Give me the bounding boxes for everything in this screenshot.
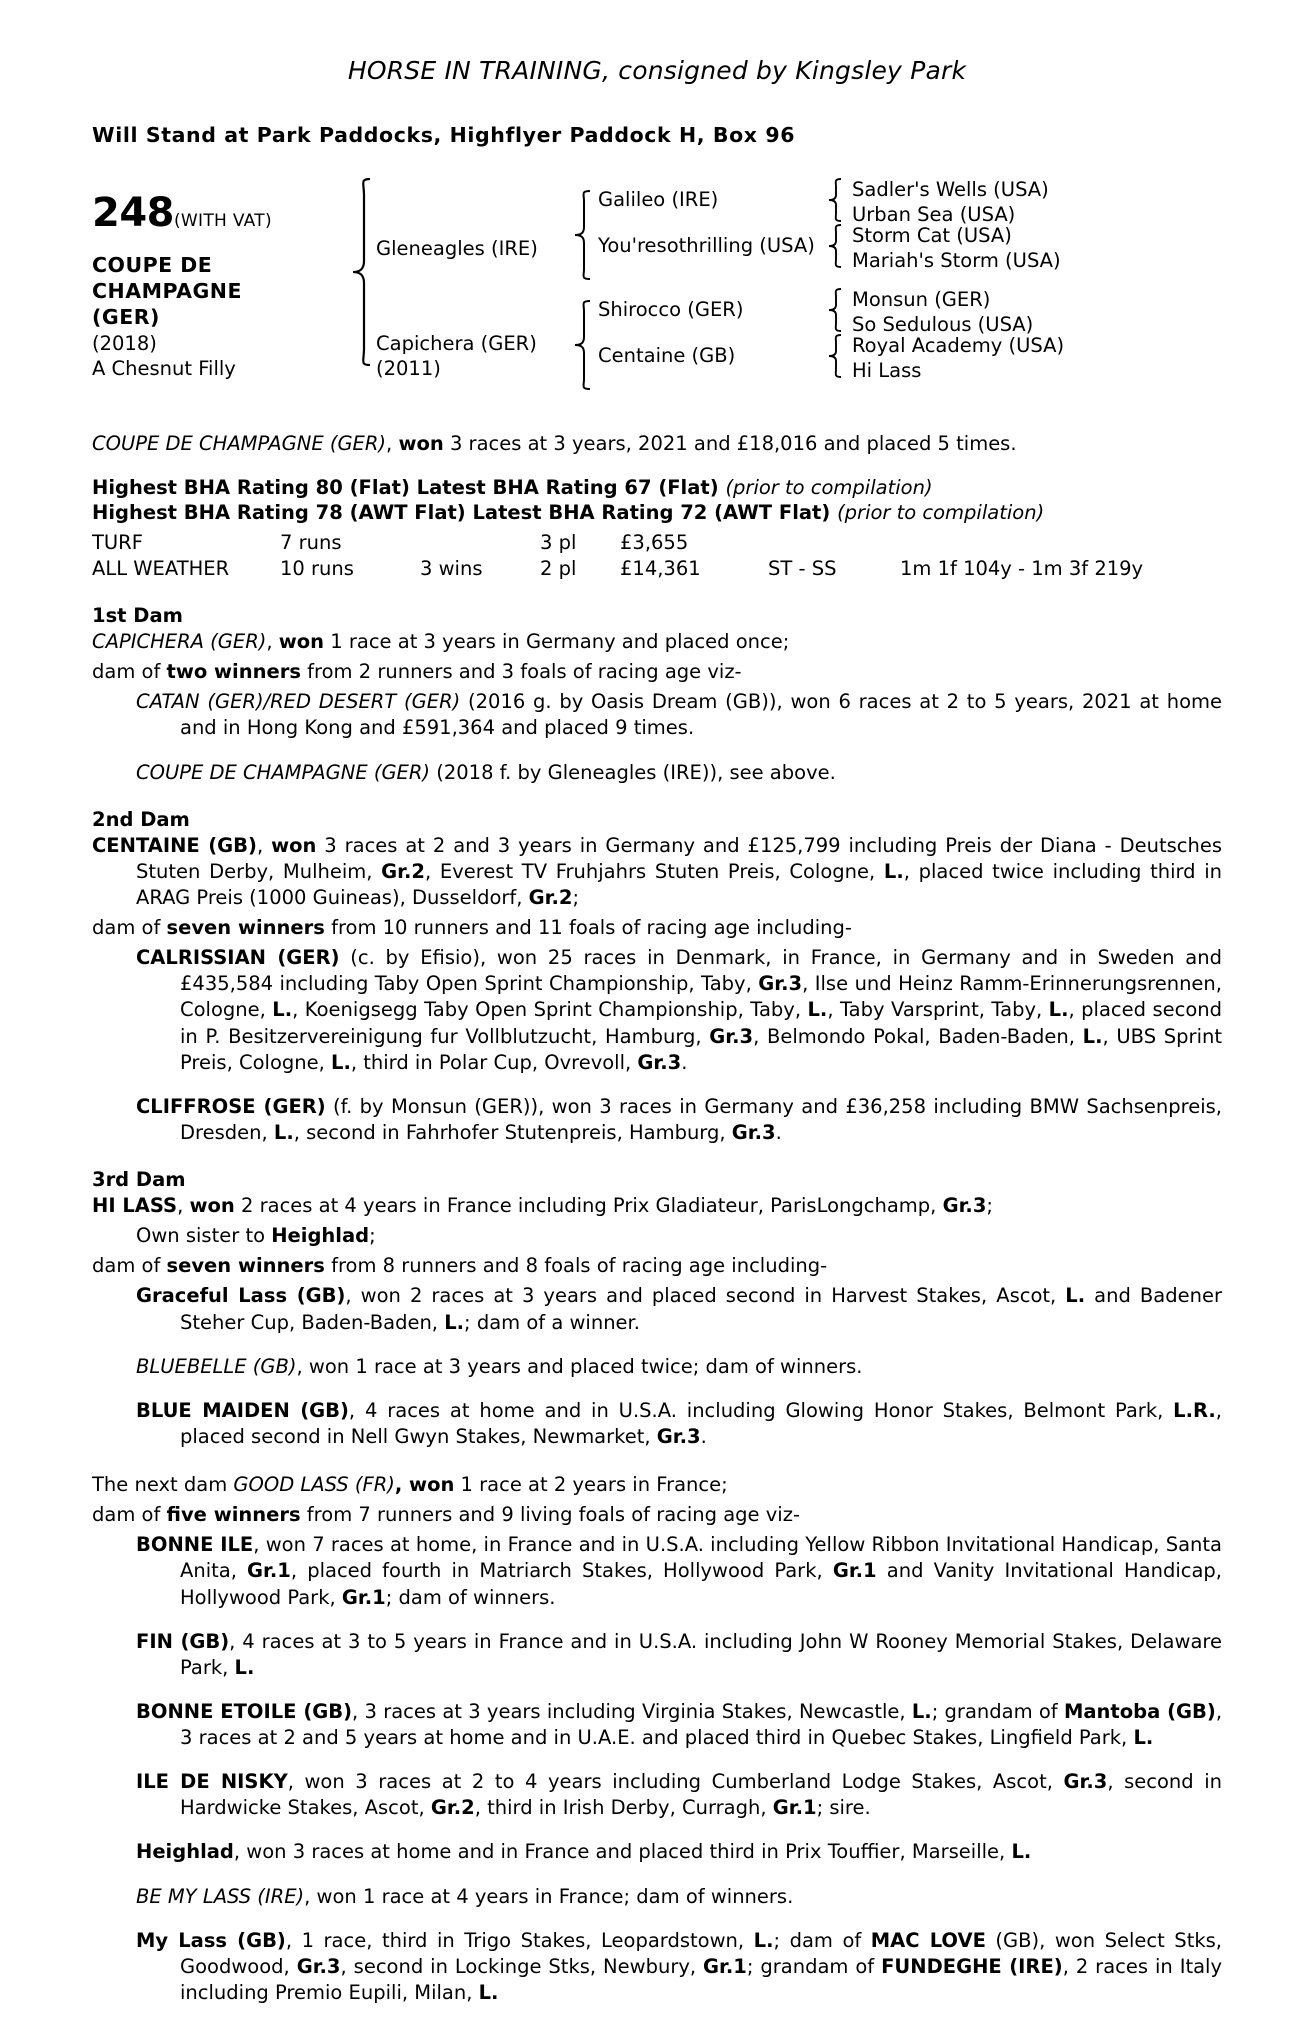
horse-summary-text: 3 races at 3 years, 2021 and £18,016 and placed 5 times. <box>443 432 1017 455</box>
third-dam-text: 2 races at 4 years in France including Prix Gladiateur, ParisLongchamp, Gr.3; <box>234 1194 993 1218</box>
horse-description: A Chesnut Filly <box>92 356 236 380</box>
progeny-name: COUPE DE CHAMPAGNE (GER) <box>136 760 431 784</box>
next-dam-pre: The next dam <box>92 1473 234 1497</box>
list-item <box>92 1283 1222 1335</box>
lot-vat-note: (WITH VAT) <box>174 211 272 231</box>
bha-rating-awt <box>92 500 1222 525</box>
progeny-text: (2016 g. by Oasis Dream (GB)), won 6 races at 2 to 5 years, 2021 at home and in Hong Kong and £591,364 and placed 9 times. <box>180 690 1223 740</box>
pedigree-generation-4 <box>852 177 1092 383</box>
progeny-text: , 4 races at 3 to 5 years in France and in U.S.A. including John W Rooney Memorial Stakes, Delaware Park, L. <box>180 1629 1222 1679</box>
first-dam-text: 1 race at 3 years in Germany and placed once; <box>324 630 790 654</box>
stand-location-line: Will Stand at Park Paddocks, Highflyer Paddock H, Box 96 <box>92 123 796 147</box>
second-dam-text: 3 races at 2 and 3 years in Germany and £125,799 including Preis der Diana - Deutsches Stuten Derby, Mulheim, Gr.2, Everest TV Fruhjahrs Stuten Preis, Cologne, L., placed twice including third in ARAG Preis (1000 Guineas), Dusseldorf, Gr.2; <box>136 833 1222 909</box>
table-row <box>92 556 1222 582</box>
list-item <box>92 1629 1222 1681</box>
dam-year: (2011) <box>376 357 441 381</box>
bha-rating-flat-bold: Highest BHA Rating 80 (Flat) Latest BHA Rating 67 (Flat) <box>92 476 726 500</box>
progeny-text: (2018 f. by Gleneagles (IRE)), see above. <box>430 760 836 784</box>
sire-dam-name: You'resothrilling (USA) <box>598 234 815 258</box>
pedigree-diagram <box>92 177 1222 391</box>
third-dam-line: HI LASS, won 2 races at 4 years in France including Prix Gladiateur, ParisLongchamp, Gr.3; <box>92 1194 993 1218</box>
third-dam-progeny-intro <box>92 1253 1222 1279</box>
list-item <box>92 760 1222 786</box>
progeny-name: CATAN (GER)/RED DESERT (GER) <box>136 690 461 714</box>
third-dam-damof-rest: from 8 runners and 8 foals of racing age including- <box>324 1254 828 1278</box>
third-dam-damof-pre: dam of <box>92 1254 167 1278</box>
first-dam-progeny-intro <box>92 659 1222 685</box>
second-dam-name: CENTAINE (GB) <box>92 833 257 857</box>
list-item <box>92 1532 1222 1610</box>
next-dam-name: GOOD LASS (FR) <box>233 1473 395 1497</box>
horse-summary-name: COUPE DE CHAMPAGNE (GER) <box>92 432 387 455</box>
gen4-name-7: Royal Academy (USA) <box>852 334 1065 357</box>
pedigree-generation-2 <box>376 177 572 382</box>
section-heading-1st-dam: 1st Dam <box>92 604 183 628</box>
progeny-name: ILE DE NISKY <box>136 1770 288 1794</box>
next-dam-intro <box>92 1472 1222 1498</box>
runs-count: 10 runs <box>280 556 354 580</box>
progeny-text: , won 3 races at 2 to 4 years including Cumberland Lodge Stakes, Ascot, Gr.3, second in Hardwicke Stakes, Ascot, Gr.2, third in Irish Derby, Curragh, Gr.1; sire. <box>180 1770 1223 1820</box>
second-dam-line: CENTAINE (GB), won 3 races at 2 and 3 years in Germany and £125,799 including Preis der Diana - Deutsches Stuten Derby, Mulheim, Gr.2, Everest TV Fruhjahrs Stuten Preis, Cologne, L., placed twice including third in ARAG Preis (1000 Guineas), Dusseldorf, Gr.2; <box>92 833 1222 909</box>
third-dam-name: HI LASS <box>92 1194 178 1218</box>
first-dam-damof-rest: from 2 runners and 3 foals of racing age viz- <box>300 660 742 684</box>
progeny-name: FIN (GB) <box>136 1629 230 1653</box>
third-dam-won: won <box>189 1194 235 1218</box>
first-dam-line: CAPICHERA (GER), won 1 race at 3 years in Germany and placed once; <box>92 630 790 654</box>
dam-sire-name: Shirocco (GER) <box>598 298 744 322</box>
horse-name-line1: COUPE DE <box>92 252 213 277</box>
next-dam-progeny-intro <box>92 1502 1222 1528</box>
bha-rating-awt-note: (prior to compilation) <box>837 501 1045 525</box>
own-sister-pre: Own sister to <box>136 1224 272 1248</box>
runs-wins <box>420 530 540 556</box>
progeny-text: , won 1 race at 4 years in France; dam of winners. <box>304 1884 794 1908</box>
section-heading-3rd-dam: 3rd Dam <box>92 1168 186 1192</box>
progeny-name: CALRISSIAN (GER) <box>136 946 340 970</box>
page-title: HORSE IN TRAINING, consigned by Kingsley Park <box>347 56 967 85</box>
gen4-name-6: So Sedulous (USA) <box>852 313 1034 337</box>
progeny-name: CLIFFROSE (GER) <box>136 1094 326 1118</box>
progeny-text: (c. by Efisio), won 25 races in Denmark, in France, in Germany and in Sweden and £435,584 including Taby Open Sprint Championship, Taby, Gr.3, Ilse und Heinz Ramm-Erinnerungsrennen, Cologne, L., Koenigsegg Taby Open Sprint Championship, Taby, L., Taby Varsprint, Taby, L., placed second in P. Besitzervereinigung fur Vollblutzucht, Hamburg, Gr.3, Belmondo Pokal, Baden-Baden, L., UBS Sprint Preis, Cologne, L., third in Polar Cup, Ovrevoll, Gr.3. <box>180 946 1223 1074</box>
runs-distance <box>900 530 1222 556</box>
dam-name: Capichera (GER) <box>376 332 537 355</box>
pedigree-brace-gen4 <box>826 177 852 379</box>
horse-name-country: (GER) <box>92 305 160 330</box>
list-item <box>92 1769 1222 1821</box>
list-item <box>92 689 1222 741</box>
first-dam-damof-pre: dam of <box>92 660 167 684</box>
runs-wins: 3 wins <box>420 556 483 580</box>
progeny-text: , 1 race, third in Trigo Stakes, Leopardstown, L.; dam of MAC LOVE (GB), won Select Stks, Goodwood, Gr.3, second in Lockinge Stks, Newbury, Gr.1; grandam of FUNDEGHE (IRE), 2 races in Italy including Premio Eupili, Milan, L. <box>180 1928 1222 2004</box>
progeny-name: BLUEBELLE (GB) <box>136 1354 297 1378</box>
first-dam-won: won <box>278 630 325 654</box>
next-dam-damof-count: five winners <box>166 1503 301 1527</box>
runs-surface: TURF <box>92 530 143 554</box>
second-dam-progeny-intro <box>92 915 1222 941</box>
progeny-name: My Lass (GB) <box>136 1928 286 1952</box>
progeny-name: BE MY LASS (IRE) <box>136 1884 305 1908</box>
list-item <box>92 945 1222 1076</box>
runs-table <box>92 530 1222 582</box>
section-heading-2nd-dam: 2nd Dam <box>92 807 190 831</box>
list-item <box>92 1928 1222 2006</box>
lot-number-line <box>92 187 350 240</box>
bha-rating-awt-bold: Highest BHA Rating 78 (AWT Flat) Latest BHA Rating 72 (AWT Flat) <box>92 501 838 525</box>
progeny-text: , won 7 races at home, in France and in U.S.A. including Yellow Ribbon Invitational Handicap, Santa Anita, Gr.1, placed fourth in Matriarch Stakes, Hollywood Park, Gr.1 and Vanity Invitational Handicap, Hollywood Park, Gr.1; dam of winners. <box>180 1533 1222 1609</box>
own-sister-post: ; <box>369 1224 376 1248</box>
gen4-name-2: Urban Sea (USA) <box>852 203 1016 227</box>
runs-earnings: £3,655 <box>620 530 689 554</box>
bha-ratings <box>92 475 1222 526</box>
next-dam-damof-pre: dam of <box>92 1503 167 1527</box>
next-dam-rest: 1 race at 2 years in France; <box>454 1473 728 1497</box>
progeny-text: , won 2 races at 3 years and placed second in Harvest Stakes, Ascot, L. and Badener Steher Cup, Baden-Baden, L.; dam of a winner. <box>180 1284 1222 1334</box>
horse-summary-won: won <box>398 432 444 455</box>
pedigree-generation-3 <box>598 177 826 379</box>
gen4-name-1: Sadler's Wells (USA) <box>852 178 1049 201</box>
list-item <box>92 1884 1222 1910</box>
list-item <box>92 1094 1222 1146</box>
second-dam-damof-pre: dam of <box>92 916 167 940</box>
runs-course: ST - SS <box>768 556 837 580</box>
runs-count: 7 runs <box>280 530 342 554</box>
list-item <box>92 1699 1222 1751</box>
runs-earnings: £14,361 <box>620 556 701 580</box>
progeny-text: (f. by Monsun (GER)), won 3 races in Germany and £36,258 including BMW Sachsenpreis, Dresden, L., second in Fahrhofer Stutenpreis, Hamburg, Gr.3. <box>180 1094 1222 1144</box>
horse-name-line2: CHAMPAGNE <box>92 279 242 304</box>
runs-course <box>768 530 900 556</box>
runs-placed: 3 pl <box>540 530 577 554</box>
runs-distance: 1m 1f 104y - 1m 3f 219y <box>900 556 1144 580</box>
third-dam-own-sister <box>92 1223 1222 1249</box>
progeny-text: , won 3 races at home and in France and placed third in Prix Touffier, Marseille, L. <box>233 1840 1032 1864</box>
gen4-name-5: Monsun (GER) <box>852 288 991 311</box>
progeny-name: BLUE MAIDEN (GB) <box>136 1398 349 1422</box>
bha-rating-flat <box>92 475 1222 500</box>
second-dam-won: won <box>271 833 317 857</box>
progeny-text: , won 1 race at 3 years and placed twice; dam of winners. <box>296 1354 863 1378</box>
table-row <box>92 530 1222 556</box>
gen4-name-4: Mariah's Storm (USA) <box>852 249 1061 273</box>
progeny-name: BONNE ILE <box>136 1533 254 1557</box>
progeny-text: , 3 races at 3 years including Virginia Stakes, Newcastle, L.; grandam of Mantoba (GB), 3 races at 2 and 5 years at home and in U.A.E. and placed third in Quebec Stakes, Lingfield Park, L. <box>180 1699 1223 1750</box>
progeny-name: Graceful Lass (GB) <box>136 1284 346 1308</box>
second-dam-damof-count: seven winners <box>166 916 325 940</box>
first-dam-damof-count: two winners <box>166 660 301 684</box>
progeny-name: BONNE ETOILE (GB) <box>136 1699 353 1723</box>
next-dam-damof-rest: from 7 runners and 9 living foals of racing age viz- <box>300 1503 800 1527</box>
gen4-name-3: Storm Cat (USA) <box>852 224 1012 247</box>
sire-sire-name: Galileo (IRE) <box>598 188 719 212</box>
lot-number: 248 <box>92 190 174 236</box>
list-item <box>92 1354 1222 1380</box>
own-sister-name: Heighlad <box>271 1224 370 1248</box>
progeny-name: Heighlad <box>136 1840 234 1864</box>
second-dam-damof-rest: from 10 runners and 11 foals of racing age including- <box>324 916 852 940</box>
next-dam-won: , won <box>394 1473 455 1497</box>
runs-placed: 2 pl <box>540 556 577 580</box>
third-dam-damof-count: seven winners <box>166 1254 325 1278</box>
gen4-name-8: Hi Lass <box>852 359 922 383</box>
progeny-text: , 4 races at home and in U.S.A. including Glowing Honor Stakes, Belmont Park, L.R., placed second in Nell Gwyn Stakes, Newmarket, Gr.3. <box>180 1398 1222 1448</box>
pedigree-brace-sire <box>572 189 598 391</box>
sire-name: Gleneagles (IRE) <box>376 237 538 261</box>
horse-summary: COUPE DE CHAMPAGNE (GER), won 3 races at 3 years, 2021 and £18,016 and placed 5 times. <box>92 432 1017 455</box>
list-item <box>92 1398 1222 1450</box>
bha-rating-flat-note: (prior to compilation) <box>725 476 933 500</box>
pedigree-brace-main <box>350 177 376 391</box>
horse-year: (2018) <box>92 331 157 355</box>
list-item <box>92 1839 1222 1865</box>
lot-details <box>92 177 350 381</box>
dam-dam-name: Centaine (GB) <box>598 344 736 368</box>
first-dam-name: CAPICHERA (GER) <box>92 630 267 654</box>
runs-surface: ALL WEATHER <box>92 556 230 580</box>
